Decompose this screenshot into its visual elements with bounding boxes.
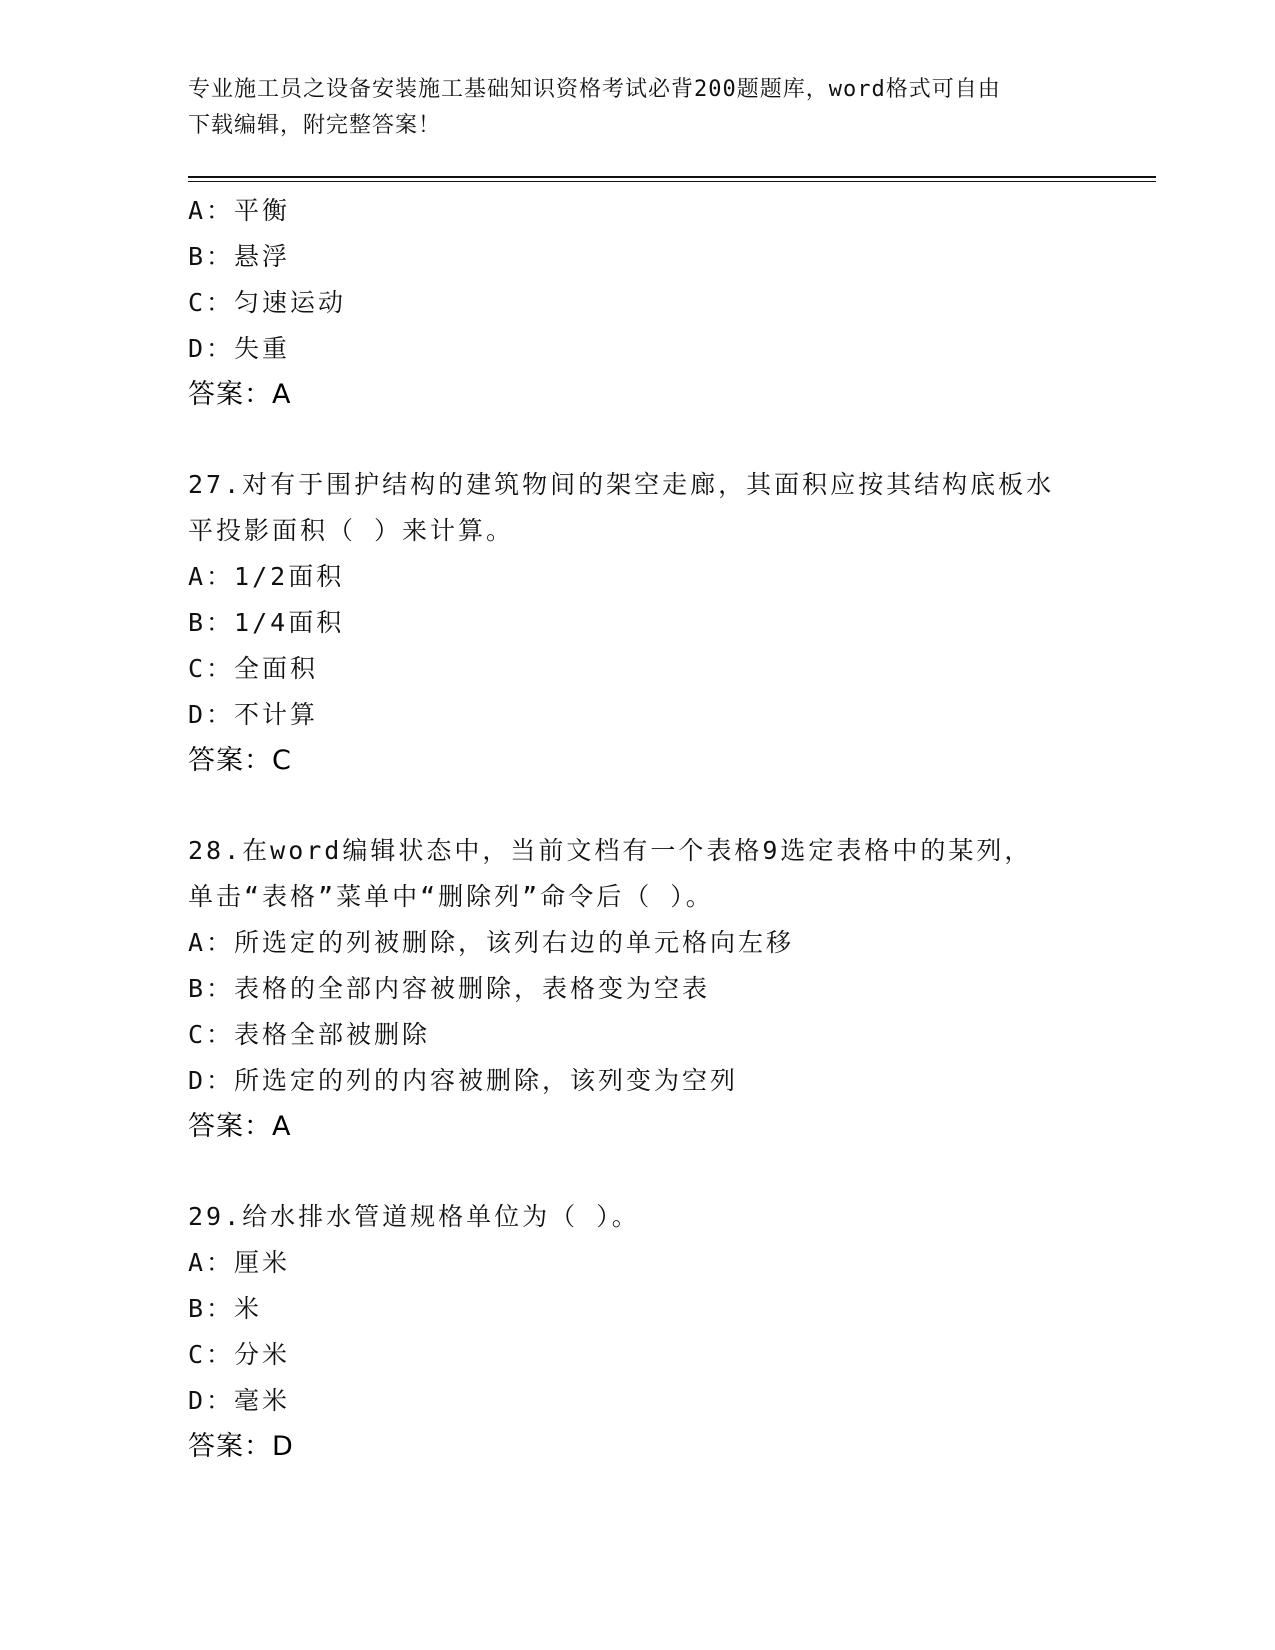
- question-28: [188, 828, 1108, 1150]
- option-a: A：1/2面积: [188, 562, 345, 591]
- answer-line: 答案：D: [188, 1431, 294, 1462]
- answer-line: 答案：C: [188, 745, 292, 776]
- option-a: A：厘米: [188, 1248, 291, 1277]
- option-c: C：分米: [188, 1340, 291, 1369]
- question-spacer: [188, 418, 1108, 462]
- option-d: D：所选定的列的内容被删除，该列变为空列: [188, 1066, 739, 1095]
- option-c: C：表格全部被删除: [188, 1020, 431, 1049]
- option-d: D：毫米: [188, 1386, 291, 1415]
- document-header: [188, 72, 1068, 144]
- header-divider-thick: [188, 176, 1156, 178]
- header-line-1: 专业施工员之设备安装施工基础知识资格考试必背200题题库，word格式可自由: [188, 77, 1001, 102]
- question-stem-line-1: 27.对有于围护结构的建筑物间的架空走廊，其面积应按其结构底板水: [188, 470, 1055, 499]
- header-divider-thin: [188, 181, 1156, 182]
- question-29: [188, 1194, 1108, 1470]
- option-b: B：米: [188, 1294, 263, 1323]
- option-a: A：所选定的列被删除，该列右边的单元格向左移: [188, 928, 795, 957]
- header-line-2: 下载编辑，附完整答案！: [188, 113, 442, 138]
- option-b: B：1/4面积: [188, 608, 345, 637]
- option-b: B：表格的全部内容被删除，表格变为空表: [188, 974, 711, 1003]
- option-a: A：平衡: [188, 196, 291, 225]
- question-list: [188, 188, 1108, 1470]
- answer-line: 答案：A: [188, 1111, 292, 1142]
- question-stem-line-2: 平投影面积（ ）来计算。: [188, 516, 515, 545]
- question-26: [188, 188, 1108, 418]
- option-c: C：全面积: [188, 654, 319, 683]
- option-c: C：匀速运动: [188, 288, 347, 317]
- question-spacer: [188, 784, 1108, 828]
- option-b: B：悬浮: [188, 242, 291, 271]
- option-d: D：不计算: [188, 700, 319, 729]
- question-stem-line-1: 29.给水排水管道规格单位为（ ）。: [188, 1202, 640, 1231]
- answer-line: 答案：A: [188, 379, 292, 410]
- question-27: [188, 462, 1108, 784]
- question-stem-line-2: 单击“表格”菜单中“删除列”命令后（ ）。: [188, 882, 714, 911]
- option-d: D：失重: [188, 334, 291, 363]
- question-spacer: [188, 1150, 1108, 1194]
- question-stem-line-1: 28.在word编辑状态中，当前文档有一个表格9选定表格中的某列，: [188, 836, 1033, 865]
